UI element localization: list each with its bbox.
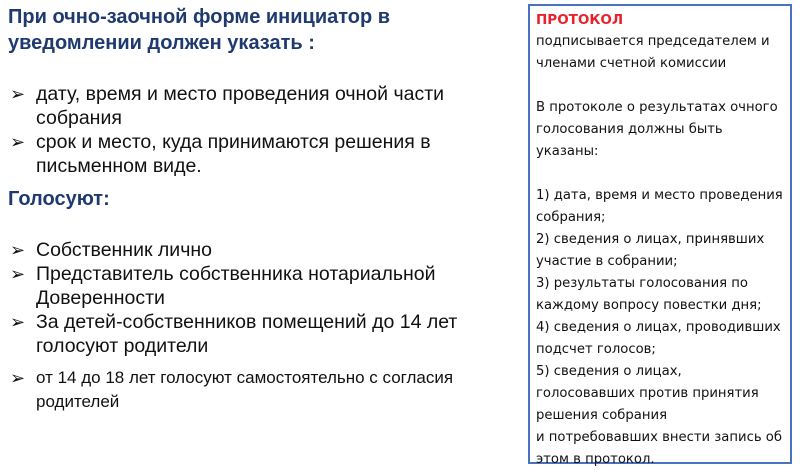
list-item	[8, 310, 518, 358]
protocol-item: 2) сведения о лицах, принявших участие в собрании;	[536, 232, 765, 269]
protocol-intro: подписывается председателем и членами счетной комиссии	[536, 34, 770, 71]
arrow-bullet-icon: ➢	[10, 84, 26, 104]
protocol-item: 1) дата, время и место проведения собрания;	[536, 188, 783, 225]
list-item	[8, 262, 518, 310]
list-item	[8, 238, 518, 262]
protocol-item: 5) сведения о лицах, голосовавших против принятия решения собрания	[536, 364, 759, 423]
main-content	[8, 0, 518, 472]
protocol-item: 3) результаты голосования по каждому вопросу повестки дня;	[536, 276, 762, 313]
list-item-text: дату, время и место проведения очной части собрания	[36, 83, 445, 129]
protocol-item: 4) сведения о лицах, проводивших подсчет голосов;	[536, 320, 781, 357]
list-item-text: от 14 до 18 лет голосуют самостоятельно с согласия родителей	[36, 368, 454, 411]
spacer	[536, 75, 784, 97]
voters-list	[8, 238, 518, 358]
protocol-lead: В протоколе о результатах очного голосования должны быть указаны:	[536, 100, 778, 159]
spacer	[536, 163, 784, 185]
heading-voters: Голосуют:	[8, 188, 110, 210]
arrow-bullet-icon: ➢	[10, 312, 26, 332]
list-item-text: Представитель собственника нотариальной Доверенности	[36, 263, 436, 309]
notice-requirements-list	[8, 82, 508, 178]
voters-age-list	[8, 366, 468, 414]
protocol-title: ПРОТОКОЛ	[536, 12, 624, 28]
list-item	[8, 82, 508, 130]
protocol-item: и потребовавших внести запись об этом в протокол.	[536, 430, 782, 467]
list-item-text: Собственник лично	[36, 239, 212, 261]
list-item	[8, 130, 508, 178]
arrow-bullet-icon: ➢	[10, 368, 26, 388]
arrow-bullet-icon: ➢	[10, 264, 26, 284]
protocol-panel	[528, 4, 792, 467]
arrow-bullet-icon: ➢	[10, 132, 26, 152]
list-item-text: срок и место, куда принимаются решения в письменном виде.	[36, 131, 431, 177]
list-item-text: За детей-собственников помещений до 14 лет голосуют родители	[36, 311, 458, 357]
arrow-bullet-icon: ➢	[10, 240, 26, 260]
heading-notice-requirements: При очно-заочной форме инициатор в уведомлении должен указать :	[8, 6, 391, 54]
list-item	[8, 366, 468, 414]
